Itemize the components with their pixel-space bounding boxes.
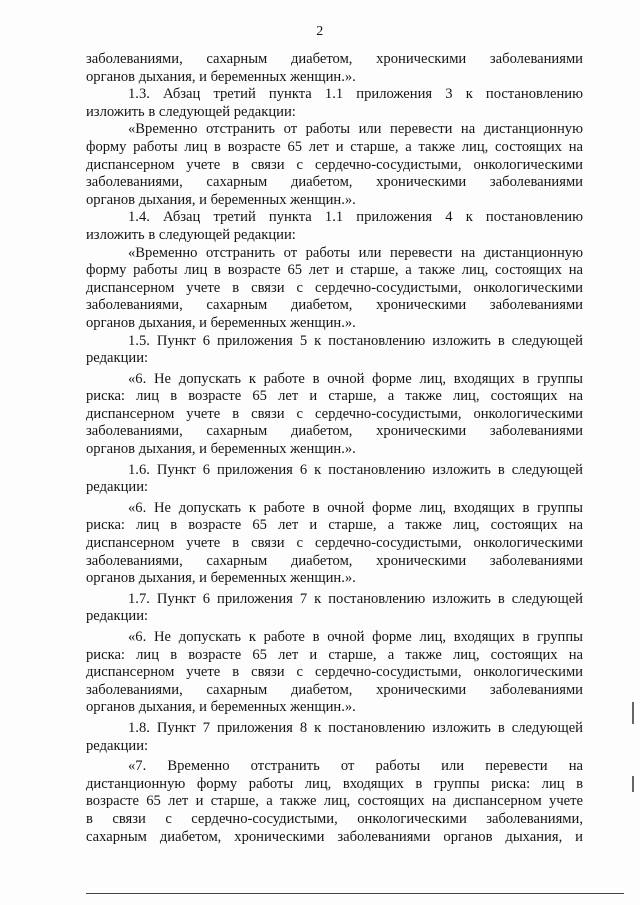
text-line: заболеваниями, сахарным диабетом, хроническими заболеваниями	[86, 297, 583, 314]
text-line: риска: лиц в возрасте 65 лет и старше, а также лиц, состоящих на	[86, 646, 583, 663]
text-line: риска: лиц в возрасте 65 лет и старше, а также лиц, состоящих на	[86, 388, 583, 405]
text-line: 1.6. Пункт 6 приложения 6 к постановлению изложить в следующей	[128, 461, 583, 478]
scan-edge-mark	[632, 702, 634, 724]
text-line: 1.5. Пункт 6 приложения 5 к постановлению изложить в следующей	[128, 332, 583, 349]
text-line: органов дыхания, и беременных женщин.».	[86, 68, 356, 85]
text-line: 1.4. Абзац третий пункта 1.1 приложения 4 к постановлению	[128, 209, 583, 226]
text-line: форму работы лиц в возрасте 65 лет и старше, а также лиц, состоящих на	[86, 262, 583, 279]
text-line: редакции:	[86, 737, 149, 754]
text-line: «Временно отстранить от работы или перевести на дистанционную	[128, 121, 583, 138]
text-line: заболеваниями, сахарным диабетом, хроническими заболеваниями	[86, 552, 583, 569]
text-line: в связи с сердечно-сосудистыми, онкологическими заболеваниями,	[86, 810, 583, 827]
text-line: диспансерном учете в связи с сердечно-сосудистыми, онкологическими	[86, 279, 583, 296]
text-line: органов дыхания, и беременных женщин.».	[86, 191, 356, 208]
text-line: риска: лиц в возрасте 65 лет и старше, а также лиц, состоящих на	[86, 517, 583, 534]
text-line: диспансерном учете в связи с сердечно-сосудистыми, онкологическими	[86, 405, 583, 422]
text-line: возрасте 65 лет и старше, а также лиц, состоящих на диспансерном учете	[86, 793, 583, 810]
text-line: диспансерном учете в связи с сердечно-сосудистыми, онкологическими	[86, 664, 583, 681]
text-line: диспансерном учете в связи с сердечно-сосудистыми, онкологическими	[86, 535, 583, 552]
text-line: органов дыхания, и беременных женщин.».	[86, 314, 356, 331]
text-line: «6. Не допускать к работе в очной форме лиц, входящих в группы	[128, 499, 583, 516]
text-line: 1.8. Пункт 7 приложения 8 к постановлению изложить в следующей	[128, 719, 583, 736]
text-line: «7. Временно отстранить от работы или перевести на	[128, 758, 583, 775]
text-line: заболеваниями, сахарным диабетом, хроническими заболеваниями	[86, 174, 583, 191]
text-line: органов дыхания, и беременных женщин.».	[86, 570, 356, 587]
page-number: 2	[316, 24, 324, 39]
text-line: редакции:	[86, 608, 149, 625]
document-body	[86, 51, 583, 846]
text-line: дистанционную форму работы лиц, входящих в группы риска: лиц в	[86, 775, 583, 792]
text-line: изложить в следующей редакции:	[86, 226, 296, 243]
text-line: заболеваниями, сахарным диабетом, хроническими заболеваниями	[86, 681, 583, 698]
text-line: редакции:	[86, 350, 149, 367]
text-line: органов дыхания, и беременных женщин.».	[86, 699, 356, 716]
text-line: «Временно отстранить от работы или перевести на дистанционную	[128, 244, 583, 261]
text-line: редакции:	[86, 479, 149, 496]
footer-rule	[86, 893, 624, 894]
text-line: «6. Не допускать к работе в очной форме лиц, входящих в группы	[128, 370, 583, 387]
text-line: заболеваниями, сахарным диабетом, хроническими заболеваниями	[86, 423, 583, 440]
text-line: 1.3. Абзац третий пункта 1.1 приложения 3 к постановлению	[128, 86, 583, 103]
text-line: форму работы лиц в возрасте 65 лет и старше, а также лиц, состоящих на	[86, 138, 583, 155]
text-line: изложить в следующей редакции:	[86, 103, 296, 120]
scan-edge-mark	[632, 776, 634, 792]
text-line: заболеваниями, сахарным диабетом, хроническими заболеваниями	[86, 51, 583, 67]
text-line: органов дыхания, и беременных женщин.».	[86, 441, 356, 458]
text-line: сахарным диабетом, хроническими заболеваниями органов дыхания, и	[86, 828, 583, 845]
text-line: 1.7. Пункт 6 приложения 7 к постановлению изложить в следующей	[128, 590, 583, 607]
text-line: «6. Не допускать к работе в очной форме лиц, входящих в группы	[128, 629, 583, 645]
text-line: диспансерном учете в связи с сердечно-сосудистыми, онкологическими	[86, 156, 583, 173]
